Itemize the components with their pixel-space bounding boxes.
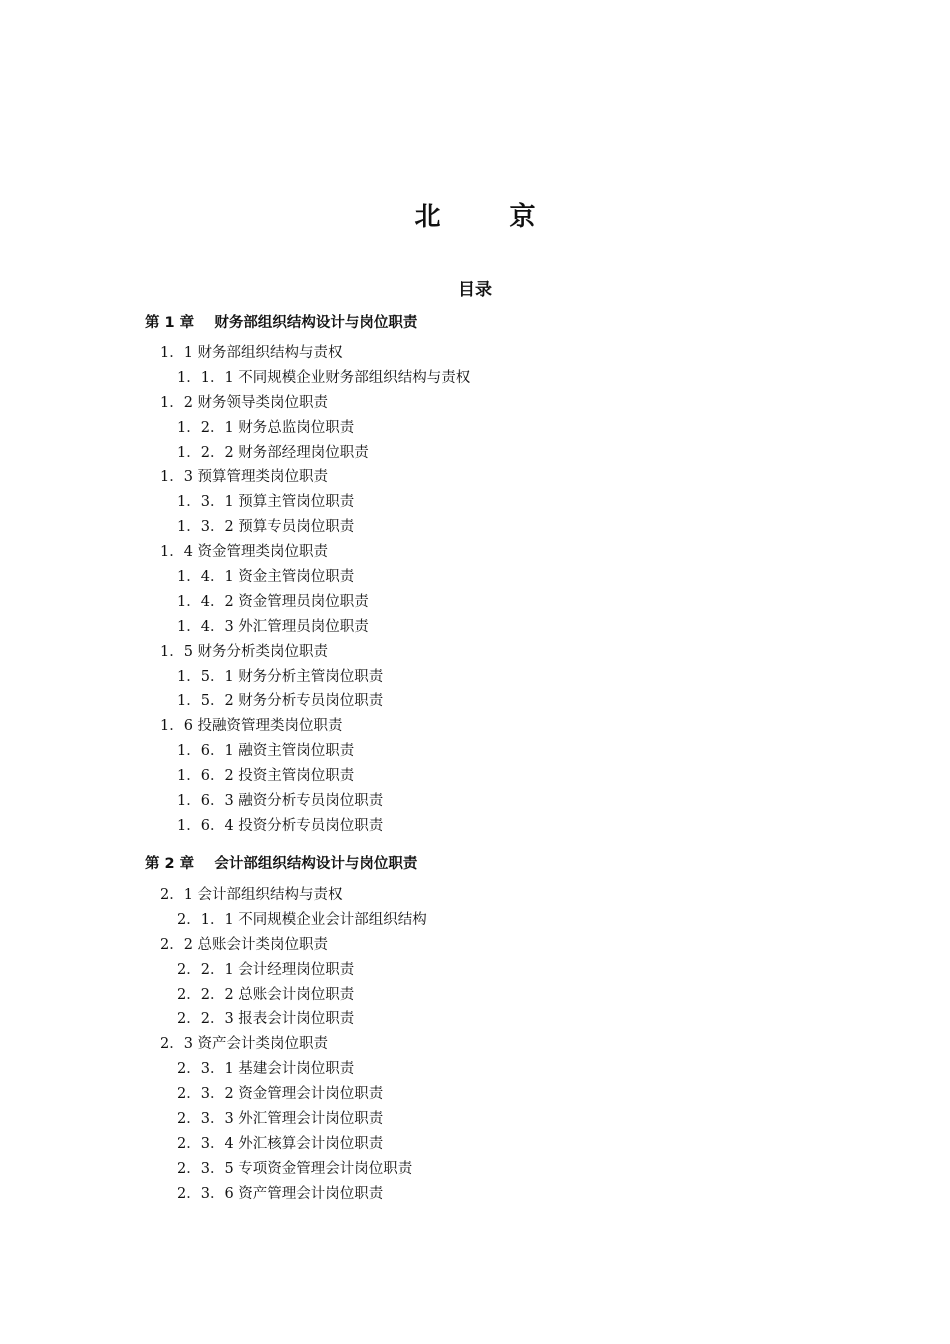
toc-subsection-entry[interactable]: 2．2．3 报表会计岗位职责 (177, 1011, 355, 1028)
toc-section-entry[interactable]: 2．2 总账会计类岗位职责 (160, 936, 329, 953)
toc-section-entry[interactable]: 1．1 财务部组织结构与责权 (160, 345, 343, 361)
toc-subsection-entry[interactable]: 1．6．3 融资分析专员岗位职责 (177, 793, 384, 810)
toc-subsection-entry[interactable]: 2．3．2 资金管理会计岗位职责 (177, 1086, 384, 1103)
chapter-2-entries (0, 883, 950, 1207)
toc-subsection-entry[interactable]: 2．1．1 不同规模企业会计部组织结构 (177, 911, 427, 928)
toc-section-entry[interactable]: 1．5 财务分析类岗位职责 (160, 643, 329, 660)
toc-section-entry[interactable]: 2．3 资产会计类岗位职责 (160, 1036, 329, 1053)
toc-subsection-entry[interactable]: 1．6．1 融资主管岗位职责 (177, 743, 355, 760)
toc-subsection-entry[interactable]: 2．2．1 会计经理岗位职责 (177, 961, 355, 978)
toc-subsection-entry[interactable]: 2．3．1 基建会计岗位职责 (177, 1061, 355, 1078)
toc-subsection-entry[interactable]: 1．2．2 财务部经理岗位职责 (177, 444, 369, 461)
toc-subsection-entry[interactable]: 1．6．4 投资分析专员岗位职责 (177, 817, 384, 834)
toc-subsection-entry[interactable]: 1．5．1 财务分析主管岗位职责 (177, 668, 384, 685)
toc-subsection-entry[interactable]: 1．4．1 资金主管岗位职责 (177, 569, 355, 586)
toc-subsection-entry[interactable]: 1．1．1 不同规模企业财务部组织结构与责权 (177, 369, 471, 386)
toc-section-entry[interactable]: 2．1 会计部组织结构与责权 (160, 887, 343, 903)
toc-subsection-entry[interactable]: 1．4．2 资金管理员岗位职责 (177, 593, 369, 610)
chapter-2-heading[interactable]: 第 2 章 会计部组织结构设计与岗位职责 (145, 856, 418, 872)
toc-subsection-entry[interactable]: 1．2．1 财务总监岗位职责 (177, 419, 355, 436)
chapter-1-heading[interactable]: 第 1 章 财务部组织结构设计与岗位职责 (145, 315, 418, 331)
chapter-1-entries (0, 341, 950, 839)
toc-section-entry[interactable]: 1．2 财务领导类岗位职责 (160, 394, 329, 411)
toc-subsection-entry[interactable]: 1．6．2 投资主管岗位职责 (177, 768, 355, 785)
toc-subsection-entry[interactable]: 1．3．1 预算主管岗位职责 (177, 494, 355, 511)
toc-subsection-entry[interactable]: 1．5．2 财务分析专员岗位职责 (177, 693, 384, 710)
toc-subsection-entry[interactable]: 1．3．2 预算专员岗位职责 (177, 519, 355, 536)
toc-subsection-entry[interactable]: 2．3．5 专项资金管理会计岗位职责 (177, 1160, 413, 1177)
toc-section-entry[interactable]: 1．3 预算管理类岗位职责 (160, 469, 329, 486)
toc-subsection-entry[interactable]: 2．3．4 外汇核算会计岗位职责 (177, 1135, 384, 1152)
toc-subsection-entry[interactable]: 2．3．6 资产管理会计岗位职责 (177, 1185, 384, 1202)
toc-subsection-entry[interactable]: 2．2．2 总账会计岗位职责 (177, 986, 355, 1003)
toc-section-entry[interactable]: 1．4 资金管理类岗位职责 (160, 544, 329, 561)
toc-heading: 目录 (458, 280, 492, 300)
toc-section-entry[interactable]: 1．6 投融资管理类岗位职责 (160, 718, 343, 735)
document-title: 北 京 (414, 202, 566, 232)
toc-subsection-entry[interactable]: 1．4．3 外汇管理员岗位职责 (177, 618, 369, 635)
toc-subsection-entry[interactable]: 2．3．3 外汇管理会计岗位职责 (177, 1111, 384, 1128)
